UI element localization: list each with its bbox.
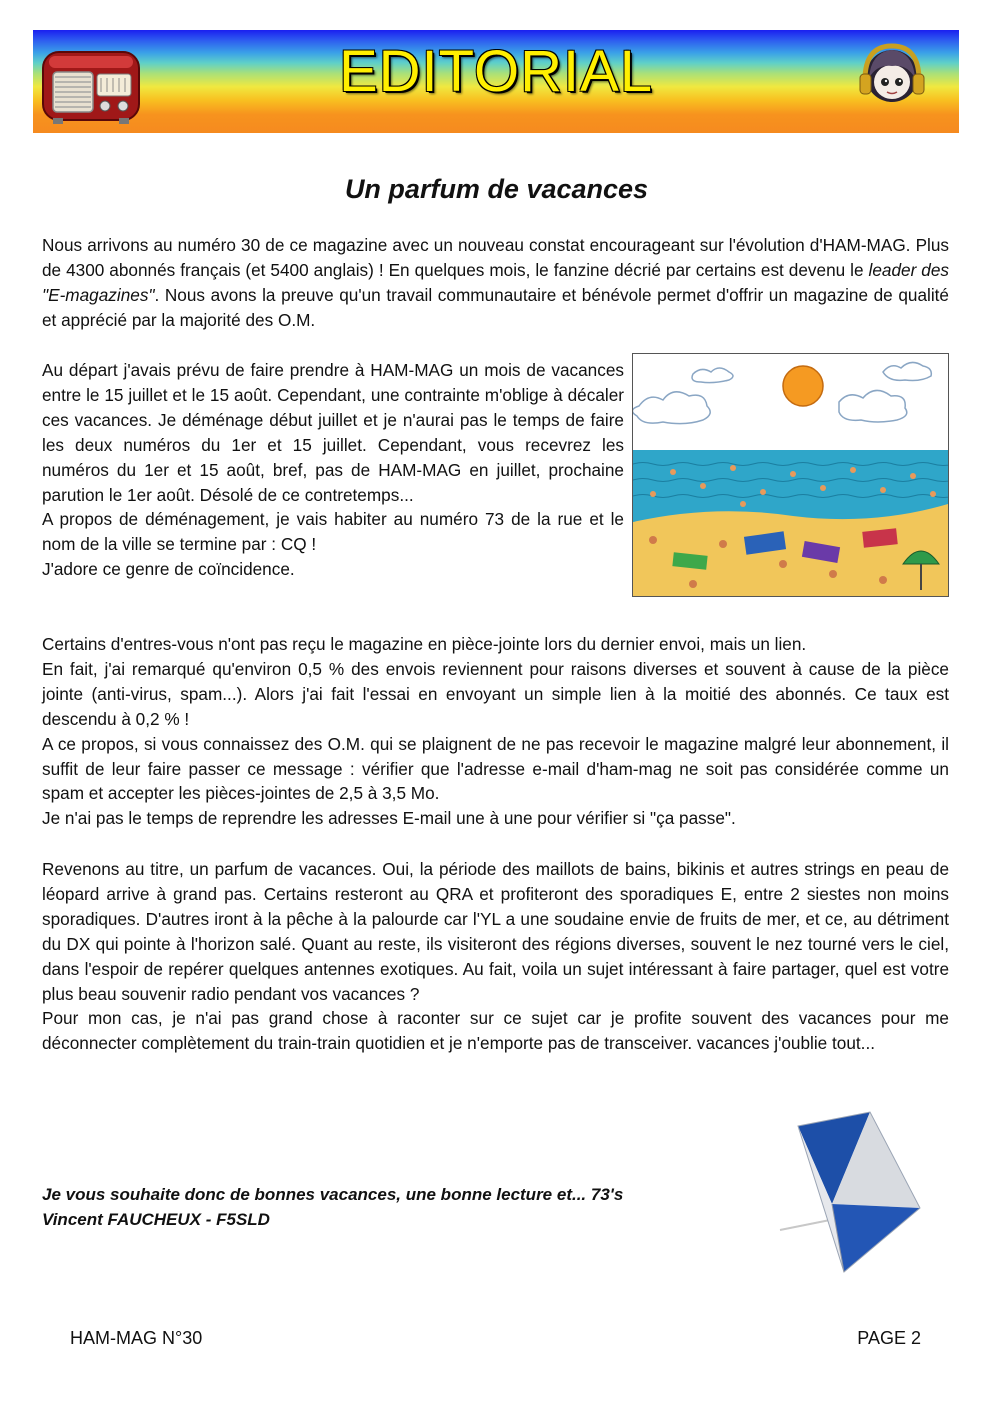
intro-text-end: . Nous avons la preuve qu'un travail communautaire et bénévole permet d'offrir un magazine de qualité et apprécié par la majorité des O.M. [42,284,949,330]
signoff-wish: Je vous souhaite donc de bonnes vacances, une bonne lecture et... 73's [42,1185,624,1204]
page-title: EDITORIAL [338,39,654,104]
delivery-paragraphs [42,632,949,831]
signoff [42,1183,623,1233]
personal-paragraph: Pour mon cas, je n'ai pas grand chose à raconter sur ce sujet car je profite souvent des vacances pour me déconnecter complètement du train-train quotidien et je n'emporte pas de transceiver. vacances j'oublie tout... [42,1008,949,1054]
vacation-paragraphs [42,358,624,582]
spam-advice-paragraph: A ce propos, si vous connaissez des O.M. qui se plaignent de ne pas recevoir le magazine malgré leur abonnement, il suffit de leur faire passer ce message : vérifier que l'adresse e-mail d'ham-mag ne soit pas considérée comme un spam et accepter les pièces-jointes de 2,5 à 3,5 Mo. [42,733,949,804]
beach-scene-illustration [632,353,949,597]
return-rate-paragraph: En fait, j'ai remarqué qu'environ 0,5 % des envois reviennent pour raisons diverses et souvent à cause de la pièce jointe (anti-virus, spam...). Alors j'ai fait l'essai en envoyant un simple lien à la moitié des abonnés. Ce taux est descendu à 0,2 % ! [42,658,949,729]
author-signature: Vincent FAUCHEUX - F5SLD [42,1209,270,1229]
email-check-paragraph: Je n'ai pas le temps de reprendre les adresses E-mail une à une pour vérifier si "ça passe". [42,808,736,829]
coincidence-line: J'adore ce genre de coïncidence. [42,559,295,580]
holiday-paragraphs [42,857,949,1056]
header-banner [33,30,959,133]
footer-page-number: PAGE 2 [857,1328,921,1348]
link-paragraph: Certains d'entres-vous n'ont pas reçu le magazine en pièce-jointe lors du dernier envoi, mais un lien. [42,634,807,654]
vacation-paragraph: Au départ j'avais prévu de faire prendre à HAM-MAG un mois de vacances entre le 15 juillet et le 15 août. Cependant, une contrainte m'oblige à décaler ces vacances. Je déménage début juillet et je n'aurai pas le temps de faire les deux numéros du 1er et 15 juillet. Cependant, vous recevrez les numéros du 1er et 15 août, bref, pas de HAM-MAG en juillet, prochaine parution le 1er août. Désolé de ce contretemps... [42,360,624,505]
footer-issue: HAM-MAG N°30 [70,1328,203,1348]
holiday-paragraph: Revenons au titre, un parfum de vacances. Oui, la période des maillots de bains, bikinis et autres strings en peau de léopard arrive à grand pas. Certains resteront au QRA et profiteront des sporadiques E, entre 2 siestes non moins sporadiques. D'autres iront à la pêche à la palourde car l'YL a une soudaine envie de fruits de mer, et ce, au détriment du DX qui pointe à l'horizon salé. Quant au reste, ils visiteront des régions diverses, souvent le nez tourné vers le ciel, dans l'espoir de repérer quelques antennes exotiques. Au fait, voila un sujet intéressant à faire partager, quel est votre plus beau souvenir radio pendant vos vacances ? [42,859,949,1004]
intro-paragraph [42,233,949,333]
intro-emphasis: leader des "E-magazines" [42,259,949,305]
intro-text-start: Nous arrivons au numéro 30 de ce magazine avec un nouveau constat encourageant sur l'évolution d'HAM-MAG. Plus de 4300 abonnés français (et 5400 anglais) ! En quelques mois, le fanzine décrié par certains est devenu le [42,235,949,280]
beach-umbrella-illustration [770,1108,930,1278]
headphones-face-icon [857,40,927,112]
moving-paragraph: A propos de déménagement, je vais habiter au numéro 73 de la rue et le nom de la ville se termine par : CQ ! [42,509,624,555]
article-subtitle: Un parfum de vacances [344,174,649,204]
